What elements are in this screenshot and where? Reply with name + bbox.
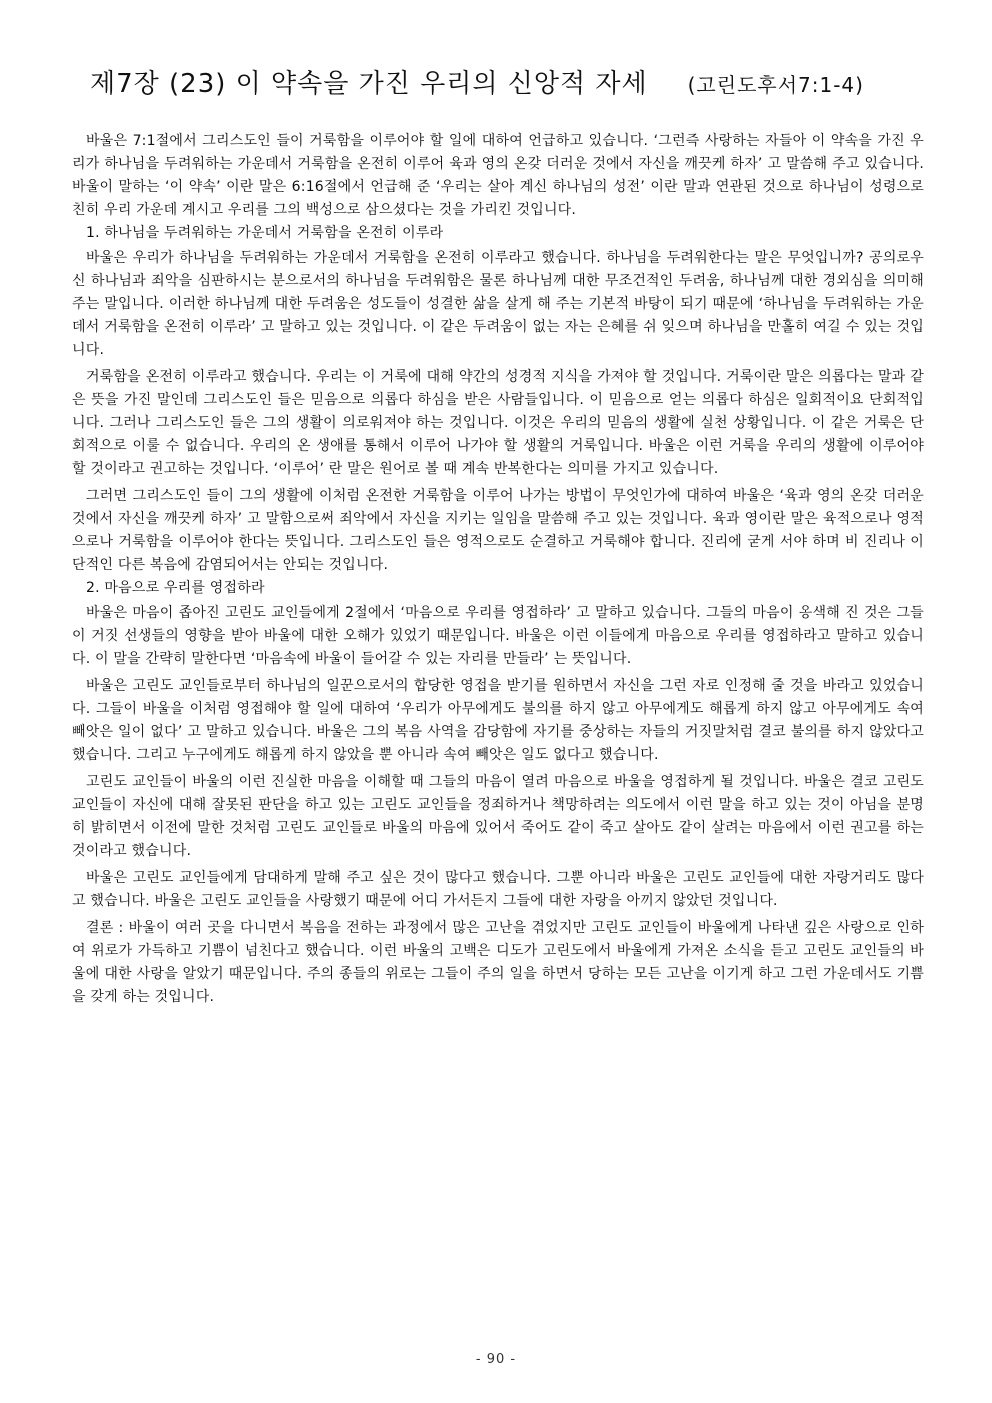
section-2-heading: 2. 마음으로 우리를 영접하라 bbox=[86, 580, 265, 596]
section-2-paragraph: 바울은 고린도 교인들에게 담대하게 말해 주고 싶은 것이 많다고 했습니다. 그뿐 아니라 바울은 고린도 교인들에 대한 자랑거리도 많다고 했습니다. 바울은 고린도 교인들을 사랑했기 때문에 어디 가서든지 그들에 대한 자랑을 아끼지 않았던 것입니다. bbox=[72, 870, 924, 909]
chapter-title bbox=[90, 58, 924, 110]
section-1-paragraph: 바울은 우리가 하나님을 두려워하는 가운데서 거룩함을 온전히 이루라고 했습니다. 하나님을 두려워한다는 말은 무엇입니까? 공의로우신 하나님과 죄악을 심판하시는 분으로서의 하나님을 두려워함은 물론 하나님께 대한 무조건적인 두려움, 하나님께 대한 경외심을 의미해 주는 말입니다. 이러한 하나님께 대한 두려움은 성도들이 성결한 삶을 살게 해 주는 기본적 바탕이 되기 때문에 ‘하나님을 두려워하는 가운데서 거룩함을 온전히 이루라’ 고 말하고 있는 것입니다. 이 같은 두려움이 없는 자는 은혜를 쉬 잊으며 하나님을 만홀히 여길 수 있는 것입니다. bbox=[72, 250, 924, 358]
section-1-paragraph: 거룩함을 온전히 이루라고 했습니다. 우리는 이 거룩에 대해 약간의 성경적 지식을 가져야 할 것입니다. 거룩이란 말은 의롭다는 말과 같은 뜻을 가진 말인데 그리스도인 들은 믿음으로 의롭다 하심을 받은 사람들입니다. 이 믿음으로 얻는 의롭다 하심은 일회적이요 단회적입니다. 그러나 그리스도인 들은 그의 생활이 의로워져야 하는 것입니다. 이것은 우리의 믿음의 생활에 실천 상황입니다. 이 같은 거룩은 단회적으로 이룰 수 없습니다. 우리의 온 생애를 통해서 이루어 나가야 할 생활의 거룩입니다. 바울은 이런 거룩을 우리의 생활에 이루어야 할 것이라고 권고하는 것입니다. ‘이루어’ 란 말은 원어로 볼 때 계속 반복한다는 의미를 가지고 있습니다. bbox=[72, 369, 924, 477]
section-2-paragraph: 고린도 교인들이 바울의 이런 진실한 마음을 이해할 때 그들의 마음이 열려 마음으로 바울을 영접하게 될 것입니다. 바울은 결코 고린도 교인들이 자신에 대해 잘못된 판단을 하고 있는 고린도 교인들을 정죄하거나 책망하려는 의도에서 이런 말을 하고 있는 것이 아님을 분명히 밝히면서 이전에 말한 것처럼 고린도 교인들로 바울의 마음에 있어서 죽어도 같이 죽고 살아도 같이 살려는 마음에서 이런 권고를 하는 것이라고 했습니다. bbox=[72, 774, 924, 859]
conclusion-paragraph: 결론 : 바울이 여러 곳을 다니면서 복음을 전하는 과정에서 많은 고난을 겪었지만 고린도 교인들이 바울에게 나타낸 깊은 사랑으로 인하여 위로가 가득하고 기쁨이 넘친다고 했습니다. 이런 바울의 고백은 디도가 고린도에서 바울에게 가져온 소식을 듣고 고린도 교인들의 바울에 대한 사랑을 알았기 때문입니다. 주의 종들의 위로는 그들이 주의 일을 하면서 당하는 모든 고난을 이기게 하고 그런 가운데서도 기쁨을 갖게 하는 것입니다. bbox=[72, 920, 924, 1005]
intro-paragraph: 바울은 7:1절에서 그리스도인 들이 거룩함을 이루어야 할 일에 대하여 언급하고 있습니다. ‘그런즉 사랑하는 자들아 이 약속을 가진 우리가 하나님을 두려워하는 가운데서 거룩함을 온전히 이루어 육과 영의 온갖 더러운 것에서 자신을 깨끗케 하자’ 고 말씀해 주고 있습니다. 바울이 말하는 ‘이 약속’ 이란 말은 6:16절에서 언급해 준 ‘우리는 살아 계신 하나님의 성전’ 이란 말과 연관된 것으로 하나님이 성령으로 친히 우리 가운데 계시고 우리를 그의 백성으로 삼으셨다는 것을 가리킨 것입니다. bbox=[72, 133, 924, 218]
section-1 bbox=[72, 222, 924, 577]
scripture-reference: (고린도후서7:1-4) bbox=[687, 73, 864, 97]
section-2 bbox=[72, 577, 924, 1009]
section-2-paragraph: 바울은 고린도 교인들로부터 하나님의 일꾼으로서의 합당한 영접을 받기를 원하면서 자신을 그런 자로 인정해 줄 것을 바라고 있었습니다. 그들이 바울을 이처럼 영접해야 할 일에 대하여 ‘우리가 아무에게도 불의를 하지 않고 아무에게도 해롭게 하지 않고 아무에게도 속여 빼앗은 일이 없다’ 고 말하고 있습니다. 바울은 그의 복음 사역을 감당함에 자기를 중상하는 자들의 거짓말처럼 결코 불의를 하지 않았다고 했습니다. 그리고 누구에게도 해롭게 하지 않았을 뿐 아니라 속여 빼앗은 일도 없다고 했습니다. bbox=[72, 678, 924, 763]
chapter-title-main: 제7장 (23) 이 약속을 가진 우리의 신앙적 자세 bbox=[90, 69, 648, 99]
page-number: - 90 - bbox=[475, 1352, 517, 1367]
section-1-paragraph: 그러면 그리스도인 들이 그의 생활에 이처럼 온전한 거룩함을 이루어 나가는 방법이 무엇인가에 대하여 바울은 ‘육과 영의 온갖 더러운 것에서 자신을 깨끗케 하자’ 고 말함으로써 죄악에서 자신을 지키는 일임을 말씀해 주고 있는 것입니다. 육과 영이란 말은 육적으로나 영적으로나 거룩함을 이루어야 한다는 뜻입니다. 그리스도인 들은 영적으로도 순결하고 거룩해야 합니다. 진리에 굳게 서야 하며 비 진리나 이단적인 다른 복음에 감염되어서는 안되는 것입니다. bbox=[72, 488, 924, 573]
section-2-paragraph: 바울은 마음이 좁아진 고린도 교인들에게 2절에서 ‘마음으로 우리를 영접하라’ 고 말하고 있습니다. 그들의 마음이 옹색해 진 것은 그들이 거짓 선생들의 영향을 받아 바울에 대한 오해가 있었기 때문입니다. 바울은 이런 이들에게 마음으로 우리를 영접하라고 말하고 있습니다. 이 말을 간략히 말한다면 ‘마음속에 바울이 들어갈 수 있는 자리를 만들라’ 는 뜻입니다. bbox=[72, 605, 924, 667]
section-1-heading: 1. 하나님을 두려워하는 가운데서 거룩함을 온전히 이루라 bbox=[86, 225, 444, 241]
document-page bbox=[72, 58, 924, 1009]
